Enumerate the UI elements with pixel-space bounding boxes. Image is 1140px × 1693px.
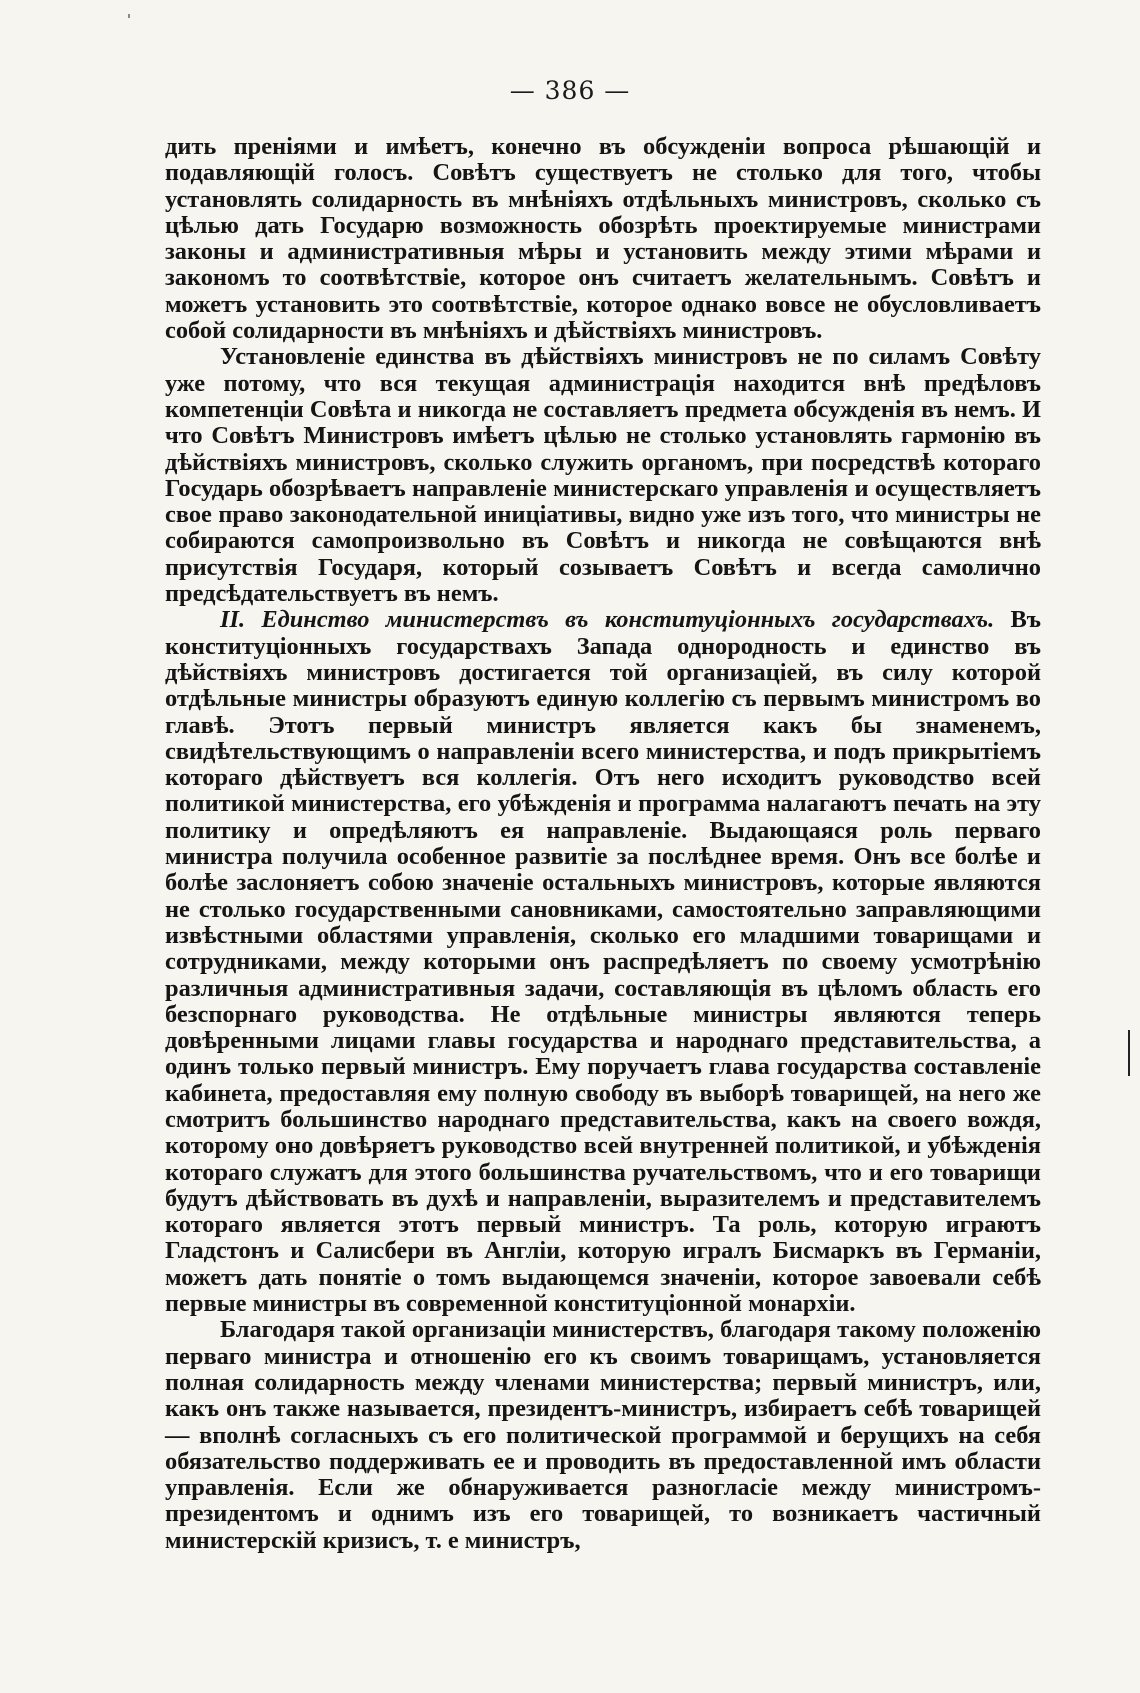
paragraph-council-unity: Установленіе единства въ дѣйствіяхъ министровъ не по силамъ Совѣту уже потому, что вся текущая администрація находится внѣ предѣловъ компетенціи Совѣта и никогда не составляетъ предмета обсужденія въ немъ. И что Совѣтъ Министровъ имѣетъ цѣлью не столько установлять гармонію въ дѣйствіяхъ министровъ, сколько служить органомъ, при посредствѣ котораго Государь обозрѣваетъ направленіе министерскаго управленія и осуществляетъ свое право законодательной иниціативы, видно уже изъ того, что министры не собираются самопроизвольно въ Совѣтъ и никогда не совѣщаются внѣ присутствія Государя, который созываетъ Совѣтъ и всегда самолично предсѣдательствуетъ въ немъ. <box>165 343 1041 608</box>
paragraph-continuation: дить преніями и имѣетъ, конечно въ обсужденіи вопроса рѣшающій и подавляющій голосъ. Совѣтъ существуетъ не столько для того, чтобы установлять солидарность въ мнѣніяхъ отдѣльныхъ министровъ, сколько съ цѣлью дать Государю возможность обозрѣть проектируемые министрами законы и административныя мѣры и установить между этими мѣрами и закономъ то соотвѣтствіе, которое онъ считаетъ желательнымъ. Совѣтъ и можетъ установить это соотвѣтствіе, которое однако вовсе не обусловливаетъ собой солидарности въ мнѣніяхъ и дѣйствіяхъ министровъ. <box>165 133 1041 345</box>
paragraph-constitutional-states <box>165 607 1041 1317</box>
margin-mark <box>1128 1030 1130 1076</box>
section-heading: II. Единство министерствъ въ конституціонныхъ государствахъ. <box>220 606 995 634</box>
body-text <box>165 134 1041 1554</box>
section-body: Въ конституціонныхъ государствахъ Запада однородность и единство въ дѣйствіяхъ министровъ достигается той организаціей, въ силу которой отдѣльные министры образуютъ единую коллегію съ первымъ министромъ во главѣ. Этотъ первый министръ является какъ бы знаменемъ, свидѣтельствующимъ о направленіи всего министерства, и подъ прикрытіемъ котораго дѣйствуетъ вся коллегія. Отъ него исходитъ руководство всей политикой министерства, его убѣжденія и программа налагаютъ печать на эту политику и опредѣляютъ ея направленіе. Выдающаяся роль перваго министра получила особенное развитіе за послѣднее время. Онъ все болѣе и болѣе заслоняетъ собою значеніе остальныхъ министровъ, которые являются не столько государственными сановниками, самостоятельно заправляющими извѣстными областями управленія, сколько его младшими товарищами и сотрудниками, между которыми онъ распредѣляетъ по своему усмотрѣнію различныя административныя задачи, составляющія въ цѣломъ область его безспорнаго руководства. Не отдѣльные министры являются теперь довѣренными лицами главы государства и народнаго представительства, а одинъ только первый министръ. Ему поручаетъ глава государства составленіе кабинета, предоставляя ему полную свободу въ выборѣ товарищей, на него же смотритъ большинство народнаго представительства, какъ на своего вождя, которому оно довѣряетъ руководство всей внутренней политикой, и убѣжденія котораго служатъ для этого большинства ручательствомъ, что и его товарищи будутъ дѣйствовать въ духѣ и направленіи, выразителемъ и представителемъ котораго является этотъ первый министръ. Та роль, которую играютъ Гладстонъ и Салисбери въ Англіи, которую игралъ Бисмаркъ въ Германіи, можетъ дать понятіе о томъ выдающемся значеніи, которое завоевали себѣ первые министры въ современной конституціонной монархіи. <box>165 606 1041 1318</box>
paragraph-ministry-solidarity: Благодаря такой организаціи министерствъ, благодаря такому положенію перваго министра и отношенію его къ своимъ товарищамъ, установляется полная солидарность между членами министерства; первый министръ, или, какъ онъ также называется, президентъ-министръ, избираетъ себѣ товарищей — вполнѣ согласныхъ съ его политической программой и берущихъ на себя обязательство поддерживать ее и проводить въ предоставленной имъ области управленія. Если же обнаруживается разногласіе между министромъ-президентомъ и однимъ изъ его товарищей, то возникаетъ частичный министерскій кризисъ, т. е министръ, <box>165 1316 1041 1554</box>
page-number: — 386 — <box>509 76 631 105</box>
scan-speck <box>128 14 130 18</box>
